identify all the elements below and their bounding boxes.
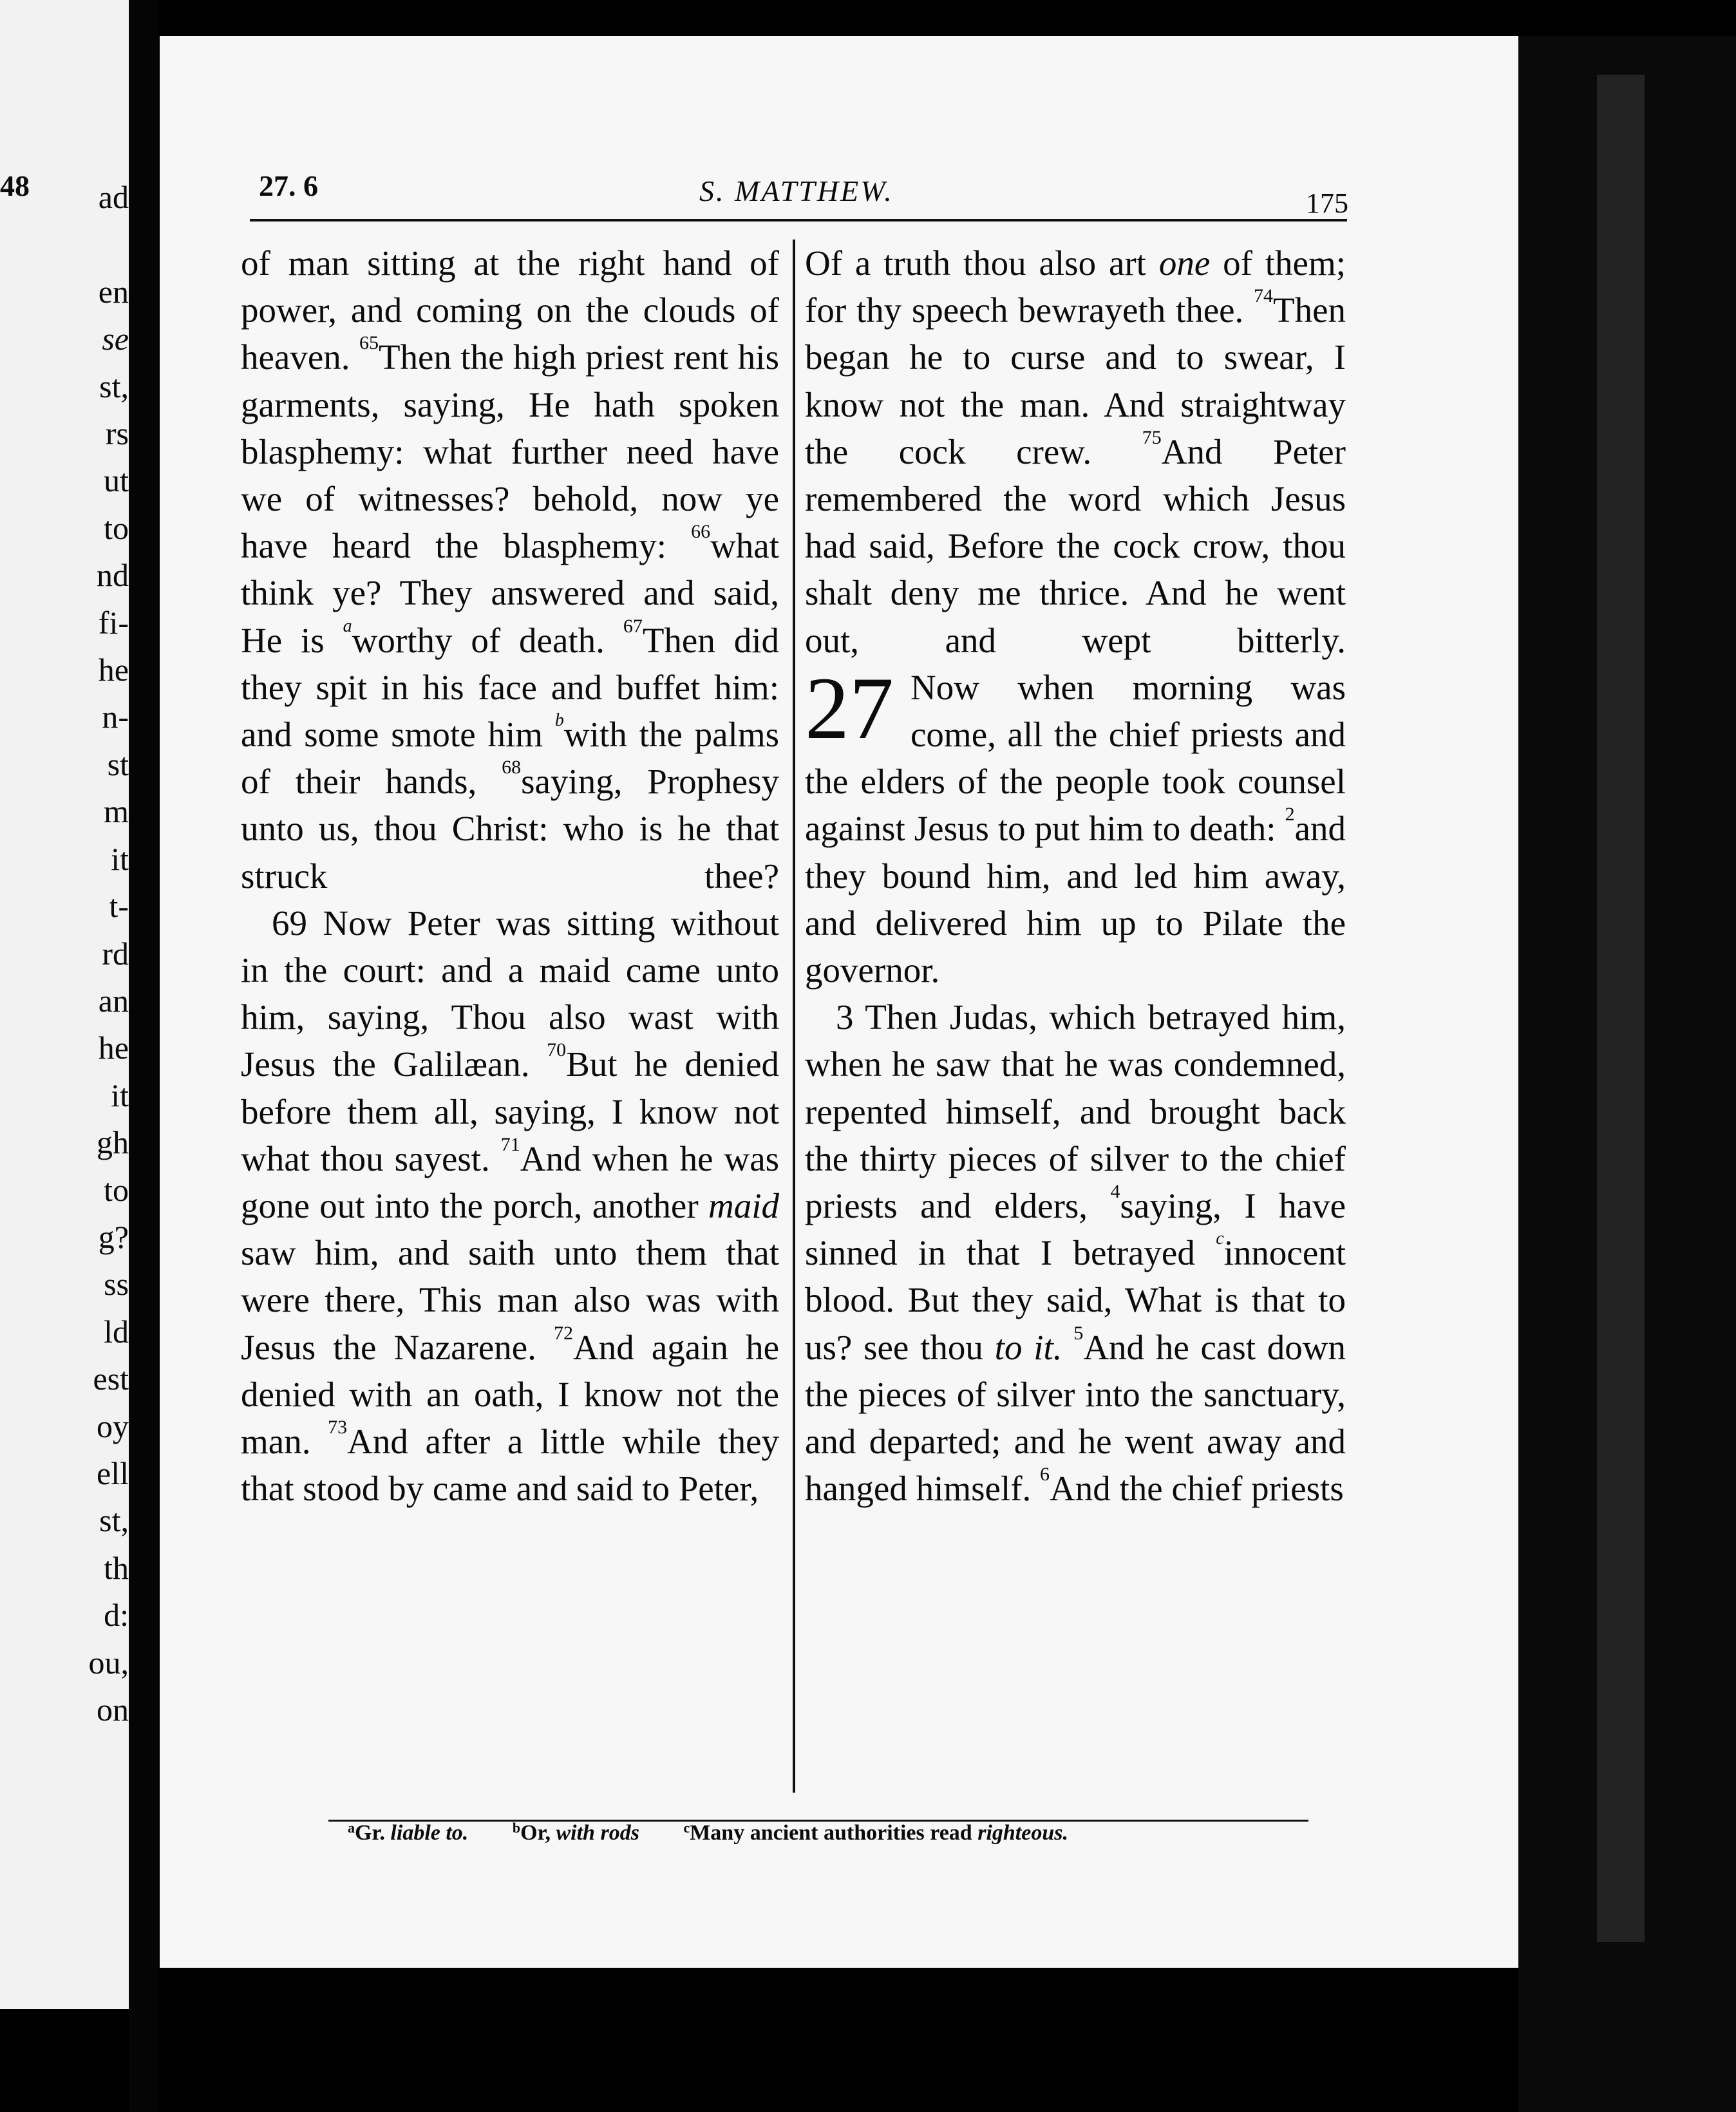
footnote-italic: with rods (556, 1821, 639, 1845)
footnote-reference: a (343, 616, 352, 636)
previous-page-fragment: ell (97, 1455, 129, 1491)
previous-page-fragment: he (98, 1030, 129, 1066)
footnote-a (348, 1821, 468, 1845)
previous-page-fragment: gh (97, 1124, 129, 1161)
page-gutter (129, 0, 158, 2112)
paragraph (805, 658, 1346, 994)
previous-page-fragment: ss (104, 1266, 129, 1303)
verse-text: worthy of death. (352, 620, 605, 660)
previous-page-fragment: t- (109, 888, 129, 925)
verse-number: 6 (1040, 1464, 1050, 1485)
running-head-title: S. MATTHEW. (699, 174, 894, 207)
footnote-reference: c (1216, 1229, 1224, 1249)
previous-page-fragment: ut (104, 462, 129, 499)
verse-text: Of a truth thou also art (805, 243, 1146, 283)
previous-page-fragment: th (104, 1549, 129, 1586)
verse-number: 74 (1253, 285, 1273, 307)
verse-text: of man sitting at the right hand of power, and coming on the clouds of heaven. (241, 243, 779, 377)
previous-page-text-fragments (0, 174, 129, 1733)
verse-text: And the chief priests (1050, 1469, 1344, 1509)
verse-text: But he denied before them all, saying, I know not what thou sayest. (241, 1044, 780, 1178)
previous-page-fragment: ad (98, 179, 129, 215)
verse-text: with the palms of their hands, (241, 715, 780, 802)
footnote-mark: a (348, 1820, 355, 1836)
verse-number: 68 (502, 757, 522, 778)
verse-number: 67 (623, 615, 643, 637)
previous-page-fragment: se (102, 321, 129, 357)
book-edge-strip (1597, 75, 1645, 1942)
footnote-italic: righteous. (977, 1821, 1068, 1845)
verse-text: 69 Now Peter was sitting without in the court: and a maid came unto him, saying, Thou also wast with Jesus the Galilæan. (241, 903, 779, 1084)
verse-text: And he cast down the pieces of silver into the sanctuary, and departed; and he went away and hanged himself. (805, 1327, 1346, 1509)
verse-text: of them; for thy speech bewrayeth thee. (805, 243, 1346, 330)
verse-number: 75 (1142, 426, 1162, 448)
footnote-italic: liable to. (390, 1821, 469, 1845)
previous-page-fragment: st (107, 746, 129, 782)
footnotes (348, 1821, 1107, 1845)
verse-number: 5 (1073, 1322, 1084, 1344)
italic-word: maid (708, 1186, 779, 1226)
italic-word: to it. (994, 1327, 1062, 1367)
paragraph (241, 900, 779, 1513)
verse-number: 2 (1285, 804, 1295, 825)
verse-text: And again he denied with an oath, I know not the man. (241, 1327, 779, 1462)
verse-number: 71 (500, 1133, 520, 1155)
verse-number: 65 (359, 332, 379, 354)
verse-number: 66 (691, 521, 711, 543)
footnote-c (683, 1821, 1068, 1845)
previous-page-fragment: fi- (98, 604, 129, 641)
previous-page-fragment: d: (104, 1597, 129, 1634)
previous-page-fragment: rd (102, 935, 129, 972)
previous-page-fragment: n- (102, 699, 129, 735)
previous-page-fragment: en (98, 273, 129, 310)
verse-text: innocent blood. But they said, What is that to us? see thou (805, 1233, 1346, 1367)
verse-text: And when he was gone out into the porch, another (241, 1138, 780, 1226)
page-number: 175 (1306, 187, 1348, 219)
verse-text: Now when morning was come, all the chief priests and the elders of the people took counsel against Jesus to put him to death: (805, 667, 1346, 849)
running-head-reference: 27. 6 (259, 169, 318, 202)
previous-page-fragment: ld (104, 1313, 129, 1350)
verse-text: what think ye? They answered and said, He is (241, 526, 779, 660)
previous-page-fragment: g? (98, 1218, 129, 1255)
footnote-mark: b (512, 1820, 521, 1836)
left-column (241, 240, 779, 1512)
verse-text: Then did they spit in his face and buffet him: and some smote him (241, 620, 779, 755)
previous-page-fragment: an (98, 982, 129, 1019)
previous-page-fragment: to (104, 1171, 129, 1208)
footnote-text: Gr. (355, 1821, 385, 1845)
previous-page-fragment: nd (97, 557, 129, 594)
previous-page-fragment: it (111, 840, 129, 877)
footnote-b (513, 1821, 639, 1845)
verse-text: Then the high priest rent his garments, saying, He hath spoken blasphemy: what further need have we of witnesses? behold, now ye have heard the blasphemy: (241, 337, 779, 566)
verse-number: 4 (1110, 1181, 1120, 1203)
previous-page-fragment: he (98, 652, 129, 688)
header-rule (250, 219, 1347, 222)
verse-text: saying, Prophesy unto us, thou Christ: who is he that struck thee? (241, 762, 779, 896)
verse-text: And after a little while they that stood by came and said to Peter, (241, 1422, 779, 1509)
verse-text: and they bound him, and led him away, and delivered him up to Pilate the governor. (805, 809, 1346, 990)
previous-page-fragment: to (104, 509, 129, 546)
paragraph (805, 994, 1346, 1512)
verse-text: And Peter remembered the word which Jesus had said, Before the cock crow, thou shalt deny me thrice. And he went out, and wept bitterly. (805, 431, 1346, 660)
previous-page-fragment: on (97, 1692, 129, 1728)
previous-page-fragment: oy (97, 1408, 129, 1444)
paragraph (805, 240, 1346, 664)
previous-page-fragment: ou, (88, 1644, 129, 1681)
verse-text: saw him, and saith unto them that were there, This man also was with Jesus the Nazarene. (241, 1233, 779, 1367)
verse-number: 72 (554, 1322, 574, 1344)
footnote-text: Or, (520, 1821, 551, 1845)
verse-text: 3 Then Judas, which betrayed him, when he saw that he was condemned, repented himself, and brought back the thirty pieces of silver to the chief priests and elders, (805, 997, 1346, 1226)
footnote-reference: b (554, 710, 564, 731)
previous-page-fragment: st, (99, 368, 129, 404)
verse-number: 70 (547, 1039, 567, 1061)
previous-page-fragment: est (93, 1361, 129, 1397)
footnote-text: Many ancient authorities read (690, 1821, 972, 1845)
previous-page-fragment: m (104, 793, 129, 830)
previous-page-number: 48 (0, 169, 30, 202)
previous-page-fragment: st, (99, 1502, 129, 1539)
italic-word: one (1158, 243, 1211, 283)
right-column (792, 240, 1346, 1512)
chapter-number: 27 (805, 658, 894, 757)
verse-text: saying, I have sinned in that I betrayed (805, 1186, 1346, 1273)
previous-page-fragment: it (111, 1077, 129, 1113)
previous-page-fragment (0, 221, 129, 268)
verse-text: Then began he to curse and to swear, I know not the man. And straightway the cock crew. (805, 290, 1346, 471)
previous-page-fragment: rs (105, 415, 129, 452)
paragraph (241, 240, 779, 900)
footnote-mark: c (683, 1820, 690, 1836)
verse-number: 73 (328, 1417, 348, 1438)
